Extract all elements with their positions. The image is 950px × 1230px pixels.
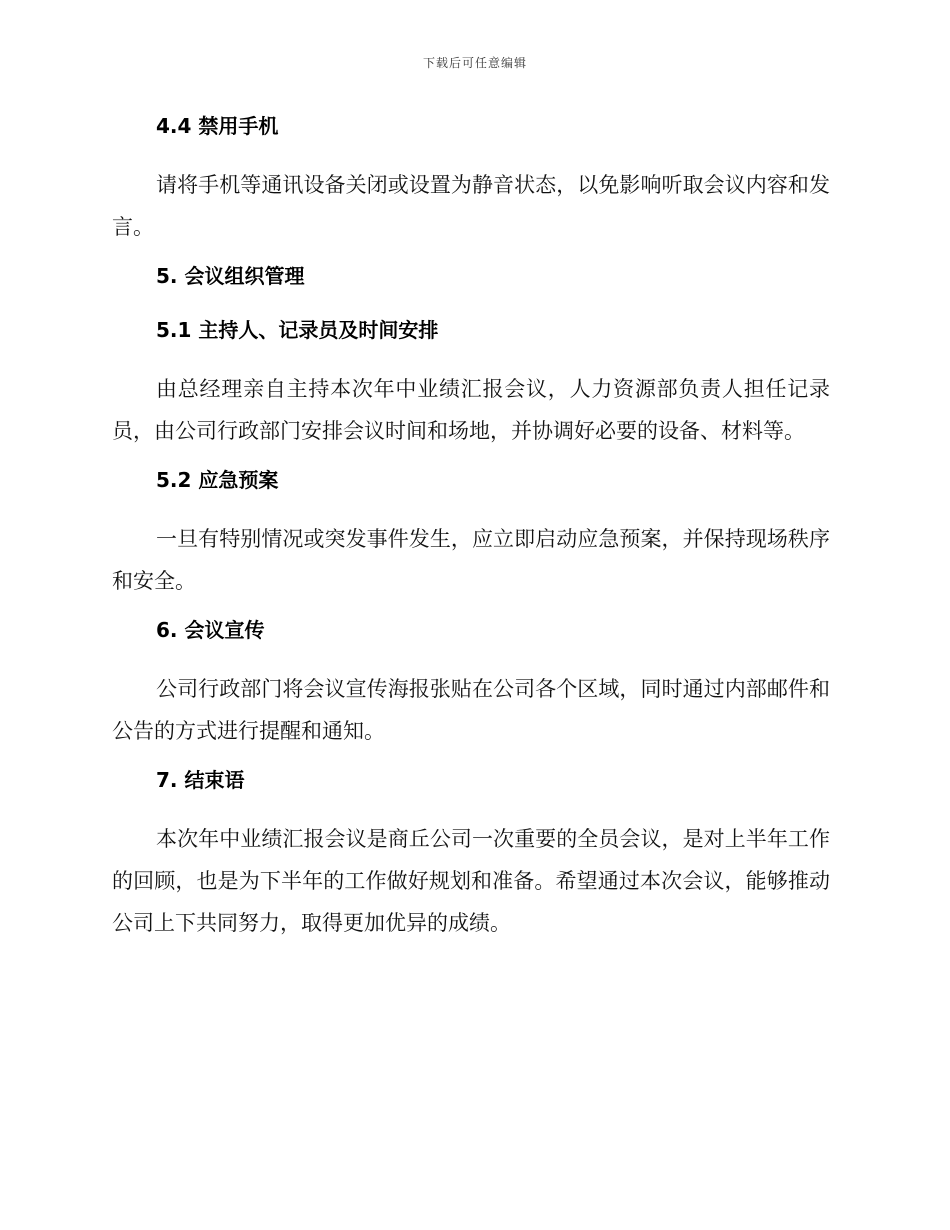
section-heading: 4.4 禁用手机	[156, 114, 279, 138]
section-paragraph: 由总经理亲自主持本次年中业绩汇报会议，人力资源部负责人担任记录员，由公司行政部门安排会议时间和场地，并协调好必要的设备、材料等。	[112, 377, 830, 443]
section-heading: 5. 会议组织管理	[156, 264, 305, 288]
page-header: 下载后可任意编辑	[422, 56, 527, 70]
section-paragraph: 公司行政部门将会议宣传海报张贴在公司各个区域，同时通过内部邮件和公告的方式进行提醒和通知。	[112, 677, 830, 743]
section-paragraph: 请将手机等通讯设备关闭或设置为静音状态，以免影响听取会议内容和发言。	[112, 173, 830, 239]
section-5-1	[112, 314, 830, 452]
section-heading: 7. 结束语	[156, 768, 245, 792]
section-6	[112, 614, 830, 752]
section-5	[112, 260, 830, 292]
section-heading: 5.2 应急预案	[156, 468, 279, 492]
section-paragraph: 本次年中业绩汇报会议是商丘公司一次重要的全员会议，是对上半年工作的回顾，也是为下半年的工作做好规划和准备。希望通过本次会议，能够推动公司上下共同努力，取得更加优异的成绩。	[112, 827, 830, 935]
section-5-2	[112, 464, 830, 602]
section-4-4	[112, 110, 830, 248]
section-paragraph: 一旦有特别情况或突发事件发生，应立即启动应急预案，并保持现场秩序和安全。	[112, 527, 830, 593]
section-heading: 5.1 主持人、记录员及时间安排	[156, 318, 439, 342]
document-body	[112, 110, 830, 956]
section-heading: 6. 会议宣传	[156, 618, 265, 642]
section-7	[112, 764, 830, 944]
